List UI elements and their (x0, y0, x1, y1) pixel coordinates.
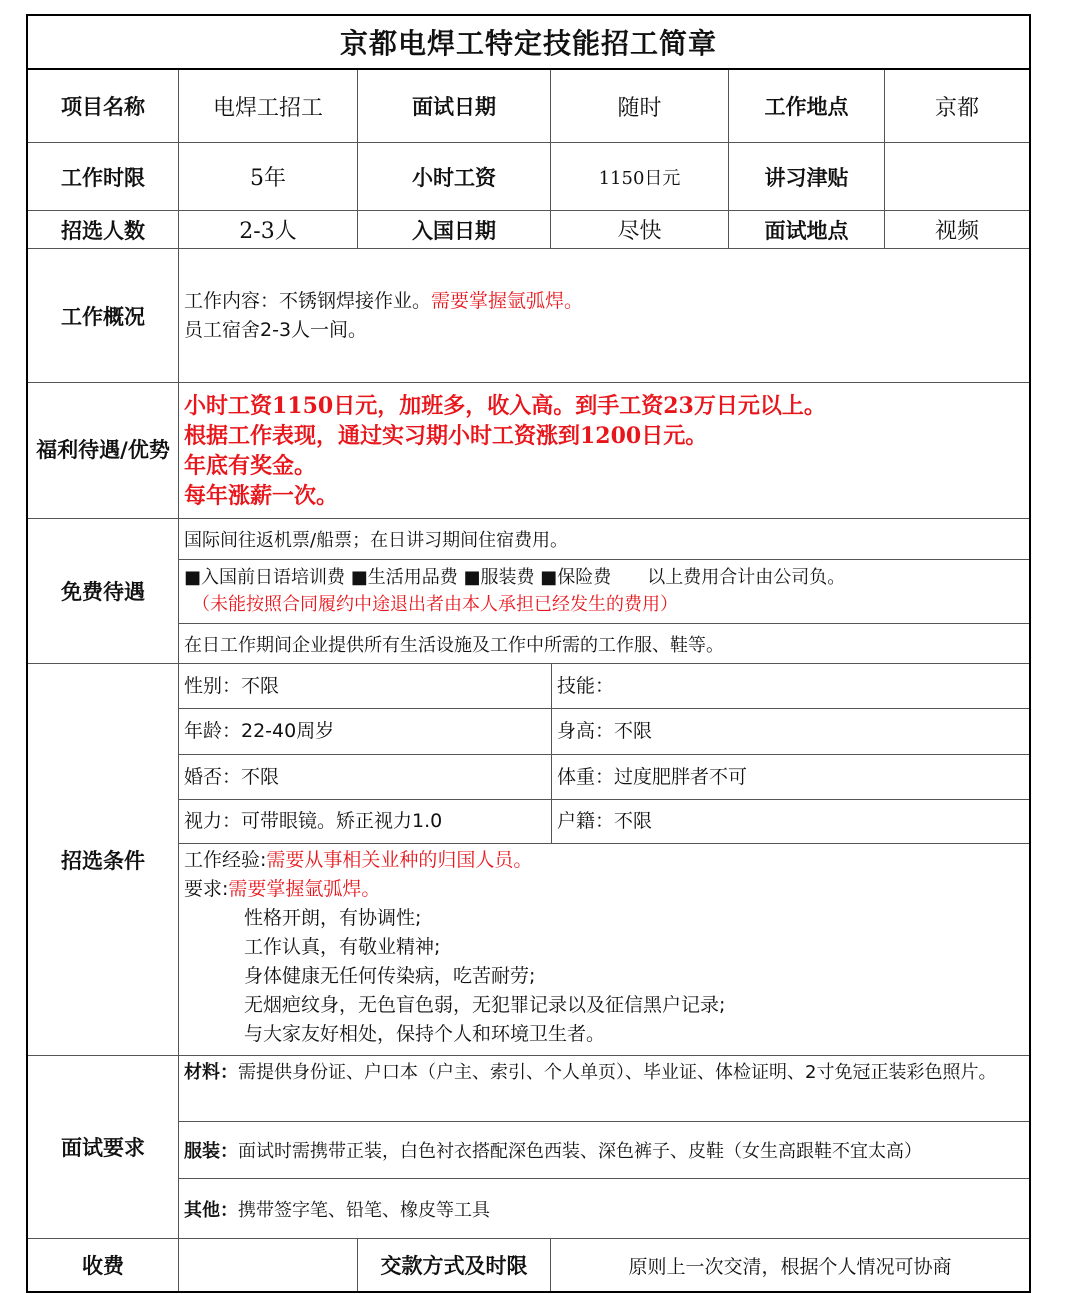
requirement-line: 与大家友好相处，保持个人和环境卫生者。 (244, 1023, 606, 1045)
interview-date-label: 面试日期 (358, 70, 551, 143)
overview-label: 工作概况 (28, 249, 179, 383)
location-label: 工作地点 (729, 70, 885, 143)
wage-label: 小时工资 (358, 143, 551, 211)
project-value: 电焊工招工 (179, 70, 358, 143)
skill: 技能： (552, 664, 1029, 709)
overview-line1: 工作内容：不锈钢焊接作业。 (184, 290, 432, 312)
free-line2-cell (179, 560, 1029, 624)
free-line3: 在日工作期间企业提供所有生活设施及工作中所需的工作服、鞋等。 (179, 624, 1029, 664)
requirement-line: 工作认真，有敬业精神; (244, 936, 441, 958)
materials-label: 材料： (184, 1062, 238, 1083)
benefit-line: 根据工作表现，通过实习期小时工资涨到1200日元。 (184, 423, 708, 449)
experience-value: 需要从事相关业种的归国人员。 (266, 849, 533, 871)
conditions-label: 招选条件 (28, 664, 179, 1056)
age: 年龄：22-40周岁 (179, 709, 552, 755)
interview-date-value: 随时 (551, 70, 729, 143)
fee-value (179, 1239, 358, 1291)
materials-value: 需提供身份证、户口本（户主、索引、个人单页）、毕业证、体检证明、2寸免冠正装彩色照片。 (238, 1062, 997, 1083)
term-value: 5年 (179, 143, 358, 211)
payment-method-value: 原则上一次交清，根据个人情况可协商 (628, 1255, 952, 1278)
interview-dress (179, 1122, 1029, 1179)
benefits-content (179, 383, 1029, 519)
interview-materials (179, 1056, 1029, 1122)
page-title: 京都电焊工特定技能招工简章 (28, 16, 1029, 70)
height: 身高：不限 (552, 709, 1029, 755)
requirement-line: 无烟疤纹身，无色盲色弱，无犯罪记录以及征信黑户记录; (244, 994, 726, 1016)
requirement-label: 要求: (184, 878, 229, 900)
dress-value: 面试时需携带正装，白色衬衣搭配深色西装、深色裤子、皮鞋（女生高跟鞋不宜太高） (238, 1141, 922, 1162)
household: 户籍：不限 (552, 800, 1029, 844)
free-line2-note: （未能按照合同履约中途退出者由本人承担已经发生的费用） (192, 594, 678, 615)
wage-value: 1150日元 (551, 143, 729, 211)
other-label: 其他： (184, 1199, 238, 1221)
interview-place-value: 视频 (885, 211, 1029, 249)
gender: 性别：不限 (179, 664, 552, 709)
requirement-line: 性格开朗，有协调性; (244, 907, 422, 929)
project-label: 项目名称 (28, 70, 179, 143)
count-label: 招选人数 (28, 211, 179, 249)
recruitment-sheet (26, 14, 1031, 1293)
marriage: 婚否：不限 (179, 755, 552, 800)
interview-place-label: 面试地点 (729, 211, 885, 249)
interview-label: 面试要求 (28, 1056, 179, 1239)
free-line2: ■入国前日语培训费 ■生活用品费 ■服装费 ■保险费 以上费用合计由公司负。 (184, 567, 846, 588)
free-label: 免费待遇 (28, 519, 179, 664)
allowance-label: 讲习津贴 (729, 143, 885, 211)
overview-content (179, 249, 1029, 383)
fee-label: 收费 (28, 1239, 179, 1291)
allowance-value (885, 143, 1029, 211)
weight: 体重：过度肥胖者不可 (552, 755, 1029, 800)
requirement-line: 身体健康无任何传染病，吃苦耐劳; (244, 965, 536, 987)
overview-line1-highlight: 需要掌握氩弧焊。 (431, 290, 584, 312)
requirement-highlight: 需要掌握氩弧焊。 (228, 878, 381, 900)
count-value: 2-3人 (179, 211, 358, 249)
experience-label: 工作经验: (184, 849, 267, 871)
interview-other (179, 1179, 1029, 1239)
term-label: 工作时限 (28, 143, 179, 211)
benefits-label: 福利待遇/优势 (28, 383, 179, 519)
location-value: 京都 (885, 70, 1029, 143)
vision: 视力：可带眼镜。矫正视力1.0 (179, 800, 552, 844)
free-line1: 国际间往返机票/船票；在日讲习期间住宿费用。 (179, 519, 1029, 560)
payment-method-label: 交款方式及时限 (358, 1239, 551, 1291)
benefit-line: 每年涨薪一次。 (184, 483, 339, 509)
benefit-line: 年底有奖金。 (184, 453, 317, 479)
requirements (179, 844, 1029, 1056)
entry-value: 尽快 (551, 211, 729, 249)
dress-label: 服装： (184, 1141, 238, 1162)
other-value: 携带签字笔、铅笔、橡皮等工具 (238, 1199, 490, 1221)
overview-line2: 员工宿舍2-3人一间。 (184, 319, 368, 341)
entry-label: 入国日期 (358, 211, 551, 249)
benefit-line: 小时工资1150日元，加班多，收入高。到手工资23万日元以上。 (184, 393, 826, 419)
